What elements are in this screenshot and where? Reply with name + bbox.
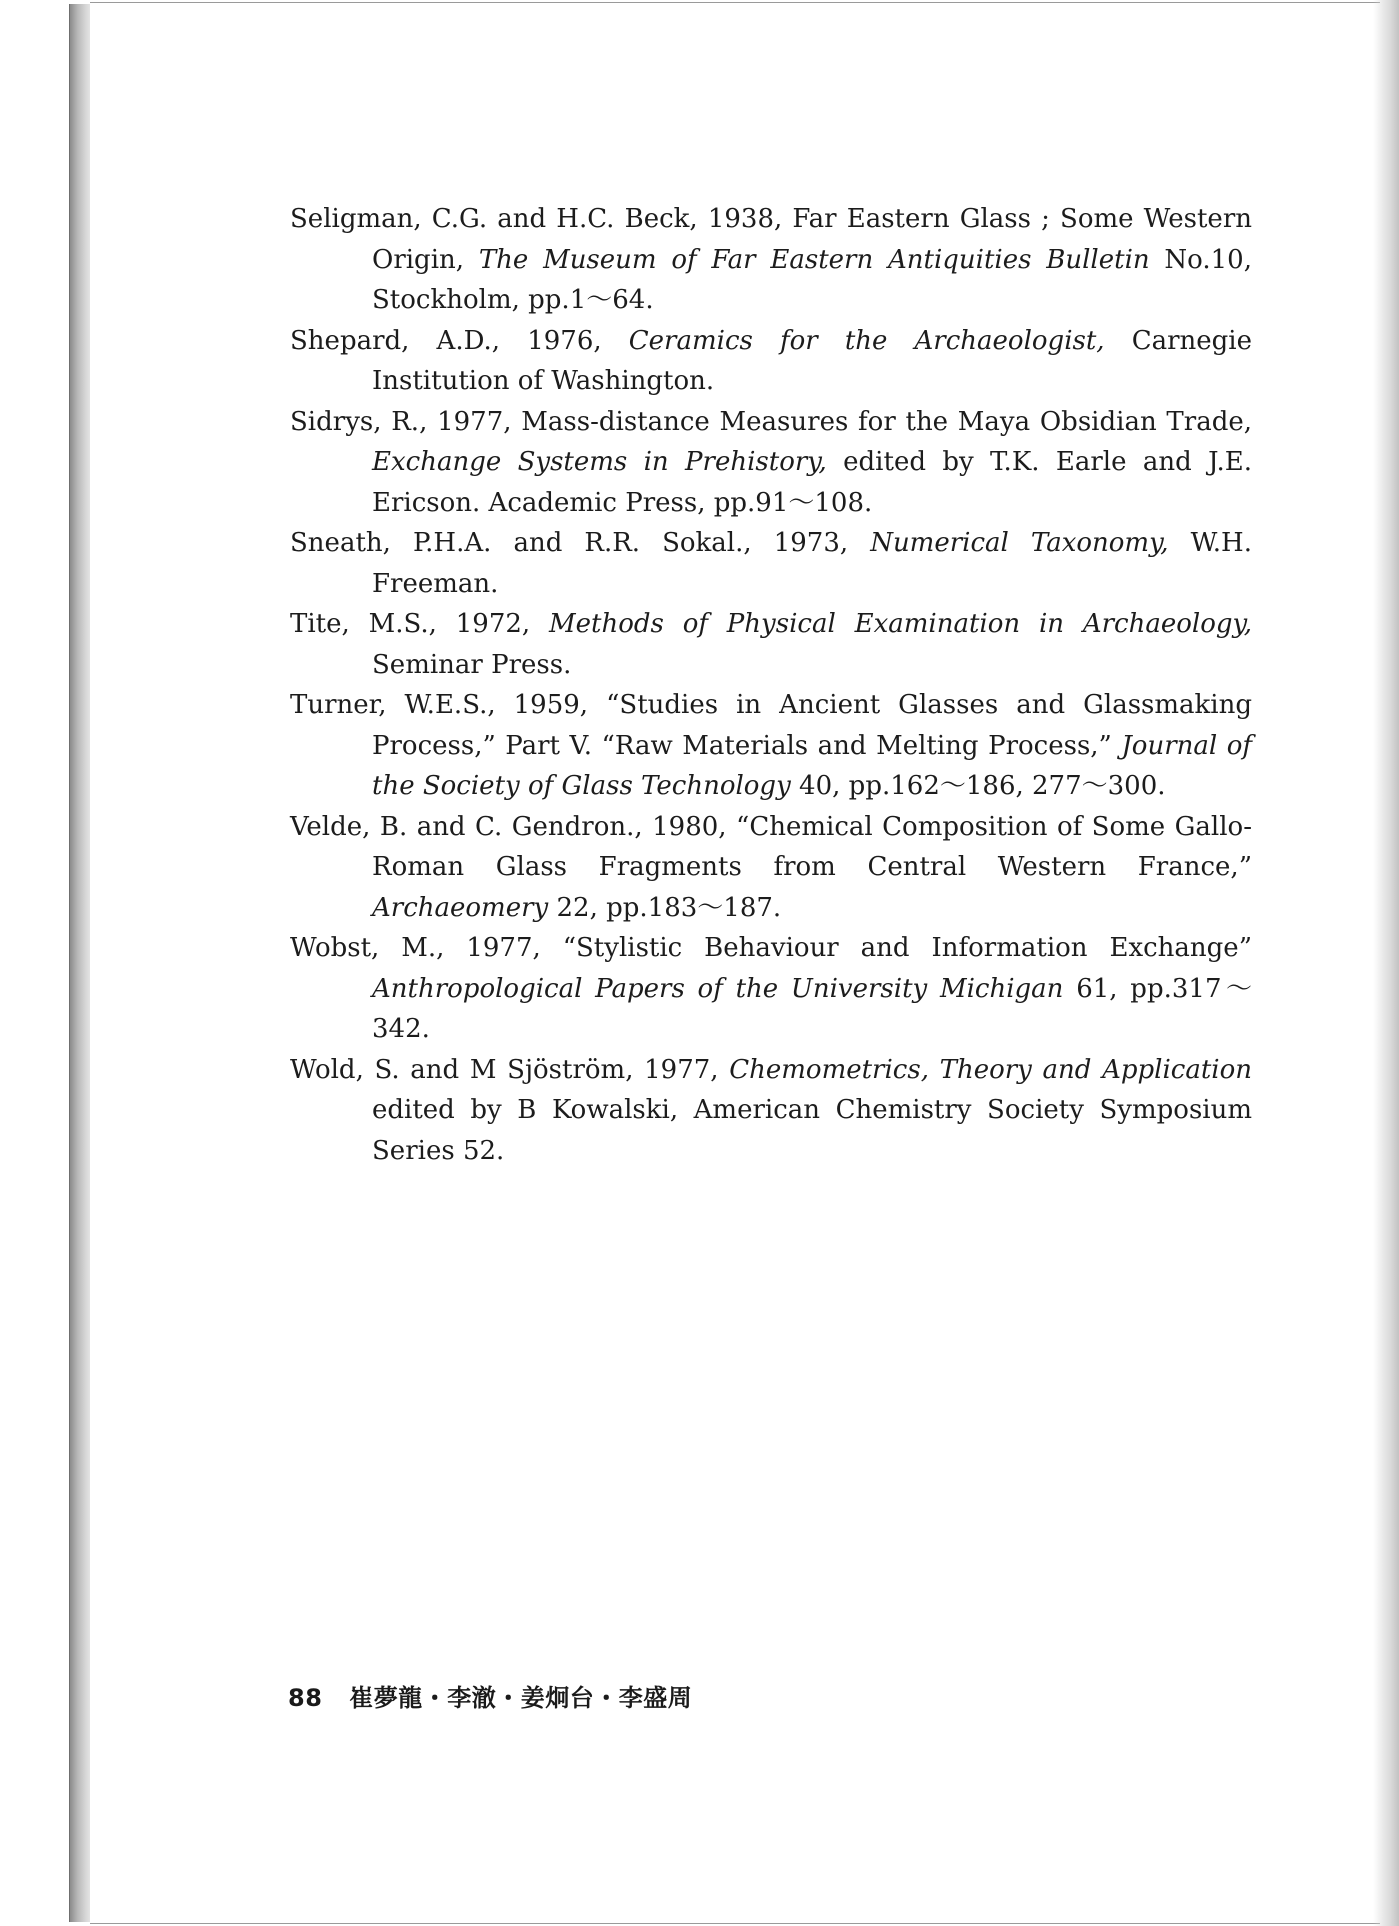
reference-number: 52. <box>462 1135 505 1166</box>
reference-text: Stockholm, pp. <box>372 285 570 315</box>
reference-number: 1977, <box>644 1054 719 1085</box>
reference-entry <box>290 199 1252 321</box>
reference-list <box>290 199 1252 1171</box>
reference-number: 1980, <box>652 811 727 842</box>
reference-number: 1973, <box>773 528 849 558</box>
reference-text: pp. <box>597 892 648 923</box>
reference-text: Seminar Press. <box>372 649 572 680</box>
reference-text: edited by T.K. Earle and J.E. Ericson. Academic Press, pp. <box>372 447 1253 518</box>
reference-text: “Studies in Ancient Glasses and Glassmaking Process,” Part V. “Raw Materials and Melting Process,” <box>372 690 1253 761</box>
page-number: 88 <box>288 1684 323 1712</box>
reference-title: Archaeomery <box>372 892 549 923</box>
reference-text <box>719 1055 730 1085</box>
reference-text: Shepard, A.D., <box>290 325 528 356</box>
reference-number: 1938, <box>707 204 783 234</box>
reference-number: 1972, <box>455 609 531 639</box>
reference-text: “Chemical Composition of Some Gallo-Roman Glass Fragments from Central Western France,” <box>372 811 1252 882</box>
reference-title: Chemometrics, Theory and Application <box>729 1054 1253 1085</box>
reference-text <box>1063 974 1076 1004</box>
reference-title: Exchange Systems in Prehistory, <box>372 447 827 477</box>
reference-text: Velde, B. and C. Gendron., <box>290 811 653 842</box>
reference-entry <box>290 523 1252 604</box>
reference-text: Wobst, M., <box>290 933 467 963</box>
reference-title: Numerical Taxonomy, <box>870 528 1169 558</box>
reference-text: Carnegie Institution of Washington. <box>372 325 1253 396</box>
reference-text: Far Eastern Glass ; Some Western Origin, <box>372 204 1252 275</box>
book-spine <box>69 4 92 1922</box>
reference-entry <box>290 321 1252 402</box>
reference-text: Wold, S. and M Sjöström, <box>290 1054 645 1085</box>
reference-number: 183～187. <box>647 892 782 923</box>
reference-number: 1977, <box>437 406 512 437</box>
reference-number: 61, <box>1076 973 1118 1004</box>
reference-entry <box>290 807 1252 929</box>
reference-number: 1977, <box>466 933 541 963</box>
reference-number: 317～342. <box>372 973 1252 1044</box>
reference-text: pp. <box>840 771 891 801</box>
reference-text: Sidrys, R., <box>290 406 438 437</box>
reference-title: Ceramics for the Archaeologist, <box>628 325 1105 356</box>
reference-title: Journal of the Society of Glass Technology <box>372 730 1252 801</box>
reference-entry <box>290 402 1252 524</box>
reference-text: pp. <box>1117 973 1172 1004</box>
reference-title: Methods of Physical Examination in Archaeology, <box>549 609 1253 639</box>
reference-text <box>530 609 549 639</box>
reference-number: 22, <box>556 892 598 923</box>
reference-number: 40, <box>799 771 841 801</box>
reference-text <box>848 528 870 558</box>
reference-number: 162～186, 277～300. <box>890 771 1166 801</box>
page-footer <box>288 1678 692 1713</box>
reference-text <box>602 326 629 356</box>
reference-number: 91～108. <box>755 487 873 518</box>
reference-text: No. <box>1149 244 1211 275</box>
reference-entry <box>290 604 1252 685</box>
reference-text: Turner, W.E.S., <box>290 690 514 720</box>
reference-text <box>791 771 799 801</box>
reference-text: Tite, M.S., <box>290 609 456 639</box>
reference-title: Anthropological Papers of the University Michigan <box>372 973 1064 1004</box>
reference-text: “Stylistic Behaviour and Information Exchange” <box>540 933 1252 963</box>
page-edge-shadow <box>1373 0 1399 1926</box>
reference-number: 10, <box>1210 244 1252 275</box>
reference-text: Sneath, P.H.A. and R.R. Sokal., <box>290 528 774 558</box>
reference-text: edited by B Kowalski, American Chemistry Society Symposium Series <box>372 1095 1252 1166</box>
reference-text: Mass-distance Measures for the Maya Obsidian Trade, <box>511 406 1252 437</box>
reference-text: Seligman, C.G. and H.C. Beck, <box>290 204 708 234</box>
reference-entry <box>290 685 1252 807</box>
reference-number: 1959, <box>513 690 589 720</box>
reference-title: The Museum of Far Eastern Antiquities Bulletin <box>478 244 1150 275</box>
reference-number: 1976, <box>527 325 602 356</box>
reference-entry <box>290 1050 1252 1172</box>
footer-authors: 崔夢龍・李澈・姜炯台・李盛周 <box>349 1684 693 1712</box>
reference-number: 1～64. <box>569 285 654 315</box>
reference-entry <box>290 928 1252 1050</box>
reference-text: W.H. Freeman. <box>372 528 1252 599</box>
